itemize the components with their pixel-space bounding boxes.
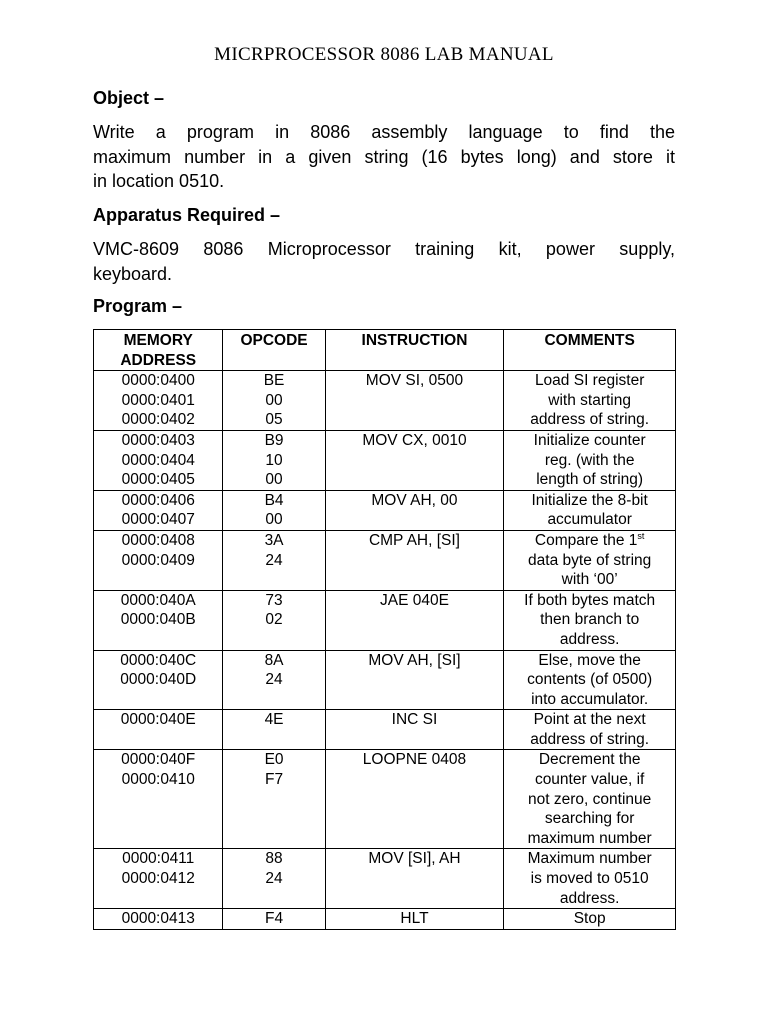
comment-line: counter value, if — [534, 771, 645, 789]
comment-line: into accumulator. — [531, 690, 649, 708]
instruction-cell — [325, 750, 504, 849]
address-value: 0000:0412 — [121, 870, 195, 888]
table-row — [94, 590, 676, 650]
address-value: 0000:040A — [120, 591, 196, 609]
opcode-cell — [223, 750, 325, 849]
address-value: 0000:040B — [120, 611, 196, 629]
table-row — [94, 710, 676, 750]
address-cell — [94, 430, 223, 490]
instruction-cell — [325, 490, 504, 530]
instruction-cell — [325, 909, 504, 930]
instruction-value: MOV [SI], AH — [368, 850, 461, 868]
instruction-value: JAE 040E — [380, 591, 449, 609]
opcode-cell — [223, 530, 325, 590]
comment-line: Point at the next — [533, 711, 646, 729]
instruction-cell — [325, 371, 504, 431]
opcode-value: 8A — [264, 651, 284, 669]
comment-line: address of string. — [530, 730, 650, 748]
address-cell — [94, 590, 223, 650]
opcode-value: 3A — [264, 531, 284, 549]
address-value: 0000:0405 — [121, 471, 195, 489]
opcode-value: 00 — [265, 391, 283, 409]
address-cell — [94, 490, 223, 530]
comment-line: length of string) — [536, 471, 644, 489]
table-row — [94, 750, 676, 849]
instruction-cell — [325, 590, 504, 650]
address-value: 0000:0401 — [121, 391, 195, 409]
comment-line: not zero, continue — [528, 790, 652, 808]
comment-cell — [504, 371, 676, 431]
comment-line: Stop — [573, 910, 606, 928]
address-value: 0000:040C — [120, 651, 197, 669]
object-heading: Object – — [93, 88, 165, 108]
address-value: 0000:0413 — [121, 910, 195, 928]
comment-line: then branch to — [540, 611, 640, 629]
program-heading: Program – — [93, 296, 183, 316]
table-row — [94, 490, 676, 530]
address-value: 0000:040D — [120, 671, 197, 689]
header-memory-line: MEMORY — [123, 332, 193, 349]
instruction-value: MOV AH, [SI] — [368, 651, 461, 669]
header-opcode: OPCODE — [223, 330, 325, 371]
address-cell — [94, 750, 223, 849]
address-value: 0000:040E — [120, 711, 196, 729]
object-line: maximum number in a given string (16 bytes long) and store it — [93, 146, 675, 167]
opcode-cell — [223, 710, 325, 750]
address-value: 0000:0408 — [121, 531, 195, 549]
comment-line: Load SI register — [534, 372, 645, 390]
comment-line: Decrement the — [538, 751, 641, 769]
table-header-row — [94, 330, 676, 371]
table-row — [94, 371, 676, 431]
instruction-cell — [325, 430, 504, 490]
comment-line: accumulator — [547, 511, 632, 529]
opcode-value: 24 — [265, 870, 283, 888]
comment-cell — [504, 590, 676, 650]
comment-line: If both bytes match — [524, 591, 656, 609]
opcode-value: 00 — [265, 471, 283, 489]
address-cell — [94, 849, 223, 909]
header-comments: COMMENTS — [504, 330, 676, 371]
instruction-cell — [325, 650, 504, 710]
opcode-value: F4 — [265, 910, 284, 928]
address-value: 0000:0410 — [121, 771, 195, 789]
program-table-body — [94, 371, 676, 930]
comment-cell — [504, 849, 676, 909]
instruction-value: INC SI — [391, 711, 438, 729]
comment-line: with starting — [548, 391, 631, 409]
comment-line: address. — [559, 630, 620, 648]
header-address-line: ADDRESS — [120, 351, 197, 369]
comment-cell — [504, 909, 676, 930]
address-value: 0000:0411 — [122, 850, 195, 868]
address-cell — [94, 650, 223, 710]
object-line: Write a program in 8086 assembly language to find the — [93, 122, 675, 142]
opcode-value: B4 — [264, 491, 284, 509]
opcode-value: 73 — [265, 591, 283, 609]
address-cell — [94, 371, 223, 431]
address-cell — [94, 710, 223, 750]
address-value: 0000:0407 — [121, 511, 195, 529]
opcode-value: 4E — [264, 711, 284, 729]
opcode-cell — [223, 430, 325, 490]
apparatus-paragraph — [93, 237, 675, 286]
address-cell — [94, 909, 223, 930]
opcode-value: F7 — [265, 771, 284, 789]
object-line: in location 0510. — [93, 171, 225, 191]
comment-line — [506, 531, 673, 551]
comment-line: maximum number — [527, 829, 652, 847]
instruction-value: LOOPNE 0408 — [362, 751, 467, 769]
opcode-value: 24 — [265, 671, 283, 689]
opcode-value: 05 — [265, 411, 283, 429]
header-memory-address — [94, 330, 223, 371]
opcode-value: 88 — [265, 850, 283, 868]
ordinal-suffix: st — [637, 530, 645, 541]
address-cell — [94, 530, 223, 590]
comment-cell — [504, 750, 676, 849]
comment-text: Compare the 1 — [534, 531, 638, 549]
opcode-value: 10 — [265, 451, 283, 469]
instruction-cell — [325, 530, 504, 590]
instruction-cell — [325, 710, 504, 750]
comment-line: reg. (with the — [544, 451, 635, 469]
page-header-title: MICRPROCESSOR 8086 LAB MANUAL — [214, 44, 554, 65]
comment-cell — [504, 430, 676, 490]
program-table — [93, 329, 676, 930]
instruction-cell — [325, 849, 504, 909]
comment-line: is moved to 0510 — [530, 870, 649, 888]
object-paragraph — [93, 120, 675, 194]
table-row — [94, 909, 676, 930]
table-row — [94, 530, 676, 590]
comment-line: address of string. — [530, 411, 650, 429]
comment-cell — [504, 490, 676, 530]
address-value: 0000:0402 — [121, 411, 195, 429]
comment-line: Maximum number — [527, 850, 652, 868]
address-value: 0000:0403 — [121, 431, 195, 449]
comment-line: contents (of 0500) — [527, 671, 653, 689]
comment-line: Initialize counter — [533, 431, 646, 449]
opcode-cell — [223, 371, 325, 431]
instruction-value: MOV SI, 0500 — [365, 372, 464, 390]
table-row — [94, 650, 676, 710]
comment-line: with ‘00’ — [561, 571, 618, 589]
comment-line: searching for — [544, 810, 635, 828]
comment-cell — [504, 710, 676, 750]
opcode-value: E0 — [264, 751, 284, 769]
comment-cell — [504, 530, 676, 590]
address-value: 0000:0404 — [121, 451, 195, 469]
opcode-cell — [223, 490, 325, 530]
header-instruction: INSTRUCTION — [325, 330, 504, 371]
opcode-value: B9 — [264, 431, 284, 449]
address-value: 0000:0400 — [121, 372, 195, 390]
comment-line: address. — [559, 889, 620, 907]
apparatus-heading: Apparatus Required – — [93, 205, 281, 225]
comment-cell — [504, 650, 676, 710]
table-row — [94, 430, 676, 490]
opcode-cell — [223, 909, 325, 930]
instruction-value: MOV CX, 0010 — [362, 431, 467, 449]
apparatus-line: VMC-8609 8086 Microprocessor training kit, power supply, — [93, 239, 675, 259]
instruction-value: HLT — [400, 910, 429, 928]
address-value: 0000:0409 — [121, 551, 195, 569]
opcode-value: 00 — [265, 511, 283, 529]
comment-line: Initialize the 8-bit — [531, 491, 648, 509]
opcode-cell — [223, 590, 325, 650]
comment-line: data byte of string — [528, 551, 652, 569]
comment-line: Else, move the — [538, 651, 641, 669]
opcode-value: 24 — [265, 551, 283, 569]
apparatus-line: keyboard. — [93, 263, 173, 284]
address-value: 0000:0406 — [121, 491, 195, 509]
instruction-value: MOV AH, 00 — [371, 491, 458, 509]
opcode-value: 02 — [265, 611, 283, 629]
opcode-cell — [223, 650, 325, 710]
table-row — [94, 849, 676, 909]
opcode-cell — [223, 849, 325, 909]
address-value: 0000:040F — [121, 751, 196, 769]
opcode-value: BE — [263, 372, 285, 390]
instruction-value: CMP AH, [SI] — [368, 531, 460, 549]
